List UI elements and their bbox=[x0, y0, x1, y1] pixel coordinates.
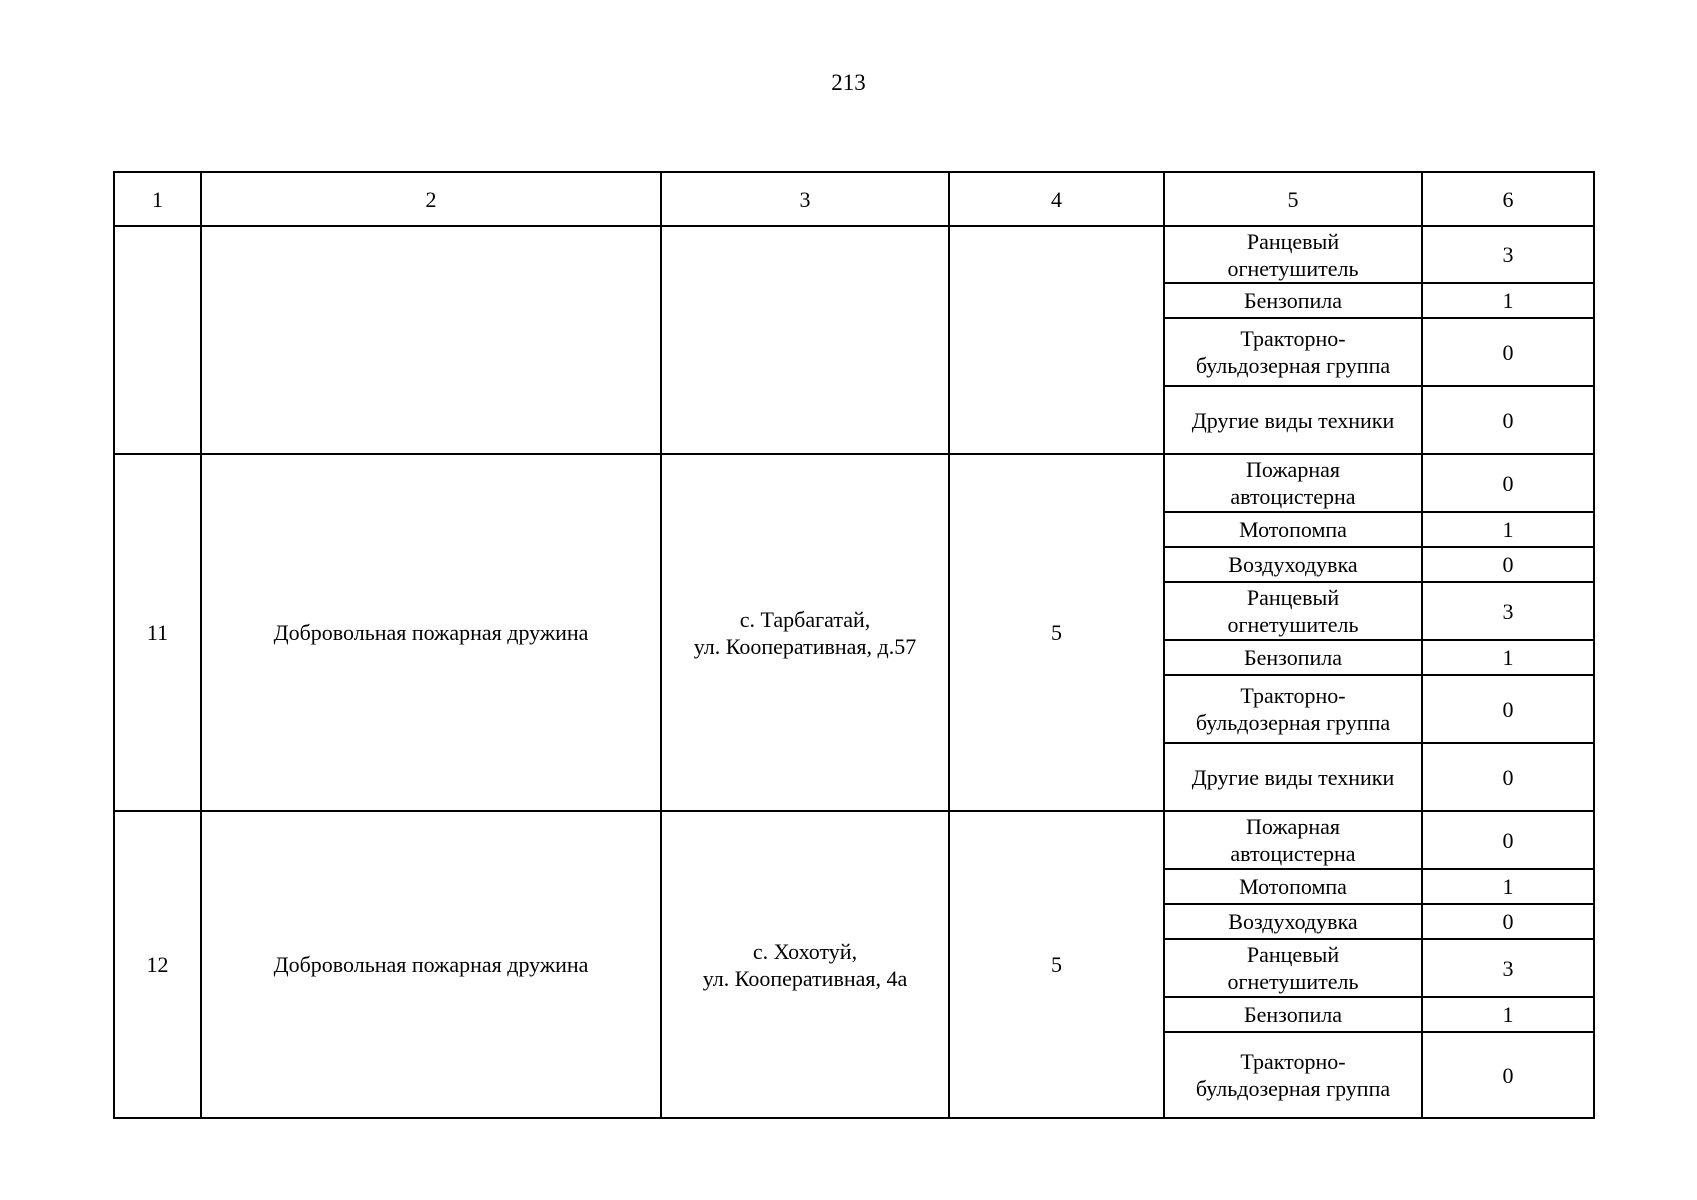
row-number-cell bbox=[114, 226, 201, 454]
equipment-count-cell: 0 bbox=[1422, 811, 1594, 869]
equipment-count-cell: 0 bbox=[1422, 318, 1594, 386]
table-row bbox=[114, 226, 1594, 283]
equipment-count-cell: 1 bbox=[1422, 512, 1594, 547]
unit-name-cell bbox=[201, 226, 661, 454]
equipment-cell: Другие виды техники bbox=[1164, 743, 1422, 811]
equipment-cell: Бензопила bbox=[1164, 640, 1422, 675]
header-cell-3: 3 bbox=[661, 172, 949, 226]
equipment-count-cell: 1 bbox=[1422, 640, 1594, 675]
equipment-cell: Бензопила bbox=[1164, 283, 1422, 318]
unit-name-cell: Добровольная пожарная дружина bbox=[201, 454, 661, 811]
address-cell: с. Тарбагатай, ул. Кооперативная, д.57 bbox=[661, 454, 949, 811]
equipment-cell: Мотопомпа bbox=[1164, 512, 1422, 547]
address-cell: с. Хохотуй, ул. Кооперативная, 4а bbox=[661, 811, 949, 1118]
row-number-cell: 12 bbox=[114, 811, 201, 1118]
equipment-count-cell: 0 bbox=[1422, 904, 1594, 939]
equipment-count-cell: 0 bbox=[1422, 547, 1594, 582]
header-row bbox=[114, 172, 1594, 226]
equipment-cell: Ранцевый огнетушитель bbox=[1164, 226, 1422, 283]
equipment-cell: Ранцевый огнетушитель bbox=[1164, 582, 1422, 640]
header-cell-6: 6 bbox=[1422, 172, 1594, 226]
staff-count-cell: 5 bbox=[949, 454, 1164, 811]
equipment-cell: Другие виды техники bbox=[1164, 386, 1422, 454]
equipment-count-cell: 0 bbox=[1422, 1032, 1594, 1118]
equipment-cell: Воздуходувка bbox=[1164, 904, 1422, 939]
equipment-cell: Бензопила bbox=[1164, 997, 1422, 1032]
equipment-count-cell: 1 bbox=[1422, 283, 1594, 318]
equipment-cell: Ранцевый огнетушитель bbox=[1164, 939, 1422, 997]
equipment-cell: Мотопомпа bbox=[1164, 869, 1422, 904]
unit-name-cell: Добровольная пожарная дружина bbox=[201, 811, 661, 1118]
equipment-count-cell: 3 bbox=[1422, 226, 1594, 283]
table-row bbox=[114, 454, 1594, 512]
header-cell-5: 5 bbox=[1164, 172, 1422, 226]
equipment-table bbox=[113, 171, 1595, 1119]
equipment-count-cell: 0 bbox=[1422, 675, 1594, 743]
header-cell-2: 2 bbox=[201, 172, 661, 226]
table-body bbox=[114, 172, 1594, 1118]
equipment-count-cell: 0 bbox=[1422, 743, 1594, 811]
equipment-cell: Пожарная автоцистерна bbox=[1164, 454, 1422, 512]
row-number-cell: 11 bbox=[114, 454, 201, 811]
header-cell-1: 1 bbox=[114, 172, 201, 226]
equipment-count-cell: 1 bbox=[1422, 997, 1594, 1032]
equipment-cell: Тракторно- бульдозерная группа bbox=[1164, 318, 1422, 386]
staff-count-cell: 5 bbox=[949, 811, 1164, 1118]
equipment-cell: Пожарная автоцистерна bbox=[1164, 811, 1422, 869]
equipment-cell: Тракторно- бульдозерная группа bbox=[1164, 1032, 1422, 1118]
header-cell-4: 4 bbox=[949, 172, 1164, 226]
equipment-cell: Воздуходувка bbox=[1164, 547, 1422, 582]
equipment-count-cell: 3 bbox=[1422, 939, 1594, 997]
equipment-count-cell: 0 bbox=[1422, 386, 1594, 454]
page-number: 213 bbox=[831, 70, 866, 95]
table-row bbox=[114, 811, 1594, 869]
staff-count-cell bbox=[949, 226, 1164, 454]
address-cell bbox=[661, 226, 949, 454]
equipment-count-cell: 0 bbox=[1422, 454, 1594, 512]
equipment-count-cell: 1 bbox=[1422, 869, 1594, 904]
equipment-cell: Тракторно- бульдозерная группа bbox=[1164, 675, 1422, 743]
equipment-count-cell: 3 bbox=[1422, 582, 1594, 640]
